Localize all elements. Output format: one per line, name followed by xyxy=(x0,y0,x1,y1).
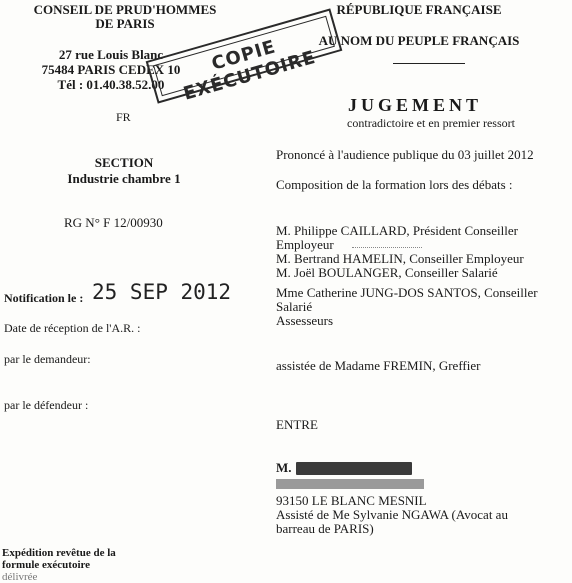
expedition-line-2: formule exécutoire xyxy=(2,559,91,571)
address-street: 27 rue Louis Blanc xyxy=(58,47,164,62)
council-city: DE PARIS xyxy=(95,16,155,31)
party-counsel-line-1: Assisté de Me Sylvanie NGAWA (Avocat au xyxy=(276,507,508,522)
expedition-line-3: délivrée xyxy=(2,571,38,583)
defendeur-label: par le défendeur : xyxy=(4,398,89,412)
document-subtitle: contradictoire et en premier ressort xyxy=(347,116,515,130)
council-name: CONSEIL DE PRUD'HOMMES xyxy=(33,2,217,17)
member-2: M. Bertrand HAMELIN, Conseiller Employeur xyxy=(276,251,524,266)
entre-label: ENTRE xyxy=(276,417,318,432)
section-label: SECTION xyxy=(94,155,154,170)
header-divider xyxy=(393,63,465,64)
reception-date-label: Date de réception de l'A.R. : xyxy=(4,321,141,335)
rg-number: RG N° F 12/00930 xyxy=(64,215,163,230)
member-1-line-1: M. Philippe CAILLARD, Président Conseiller xyxy=(276,223,518,238)
member-4-line-1: Mme Catherine JUNG-DOS SANTOS, Conseiller xyxy=(276,285,538,300)
demandeur-label: par le demandeur: xyxy=(4,352,91,366)
scan-dots xyxy=(352,247,422,248)
pronounced-date: Prononcé à l'audience publique du 03 juillet 2012 xyxy=(276,147,534,162)
assessors-label: Assesseurs xyxy=(276,313,334,328)
notification-date-stamp: 25 SEP 2012 xyxy=(92,280,232,304)
redacted-party-name xyxy=(296,462,412,475)
redacted-party-address xyxy=(276,479,424,489)
stamp-text: COPIE EXÉCUTOIRE xyxy=(181,36,319,105)
address-city: 75484 PARIS CEDEX 10 xyxy=(41,62,181,77)
clerk-line: assistée de Madame FREMIN, Greffier xyxy=(276,358,481,373)
member-4-line-2: Salarié xyxy=(276,299,313,314)
party-prefix: M. xyxy=(276,460,292,475)
expedition-line-1: Expédition revêtue de la xyxy=(2,547,116,559)
member-3: M. Joël BOULANGER, Conseiller Salarié xyxy=(276,265,498,280)
party-city: 93150 LE BLANC MESNIL xyxy=(276,493,427,508)
republic-header: RÉPUBLIQUE FRANÇAISE xyxy=(336,2,502,17)
party-counsel-line-2: barreau de PARIS) xyxy=(276,521,374,536)
address-phone: Tél : 01.40.38.52.00 xyxy=(57,77,165,92)
composition-heading: Composition de la formation lors des débats : xyxy=(276,177,513,192)
people-header: AU NOM DU PEUPLE FRANÇAIS xyxy=(318,33,520,48)
notification-label: Notification le : xyxy=(4,291,84,305)
document-title: JUGEMENT xyxy=(347,95,482,115)
fr-label: FR xyxy=(116,110,131,124)
section-name: Industrie chambre 1 xyxy=(67,171,181,186)
member-1-line-2: Employeur xyxy=(276,237,334,252)
